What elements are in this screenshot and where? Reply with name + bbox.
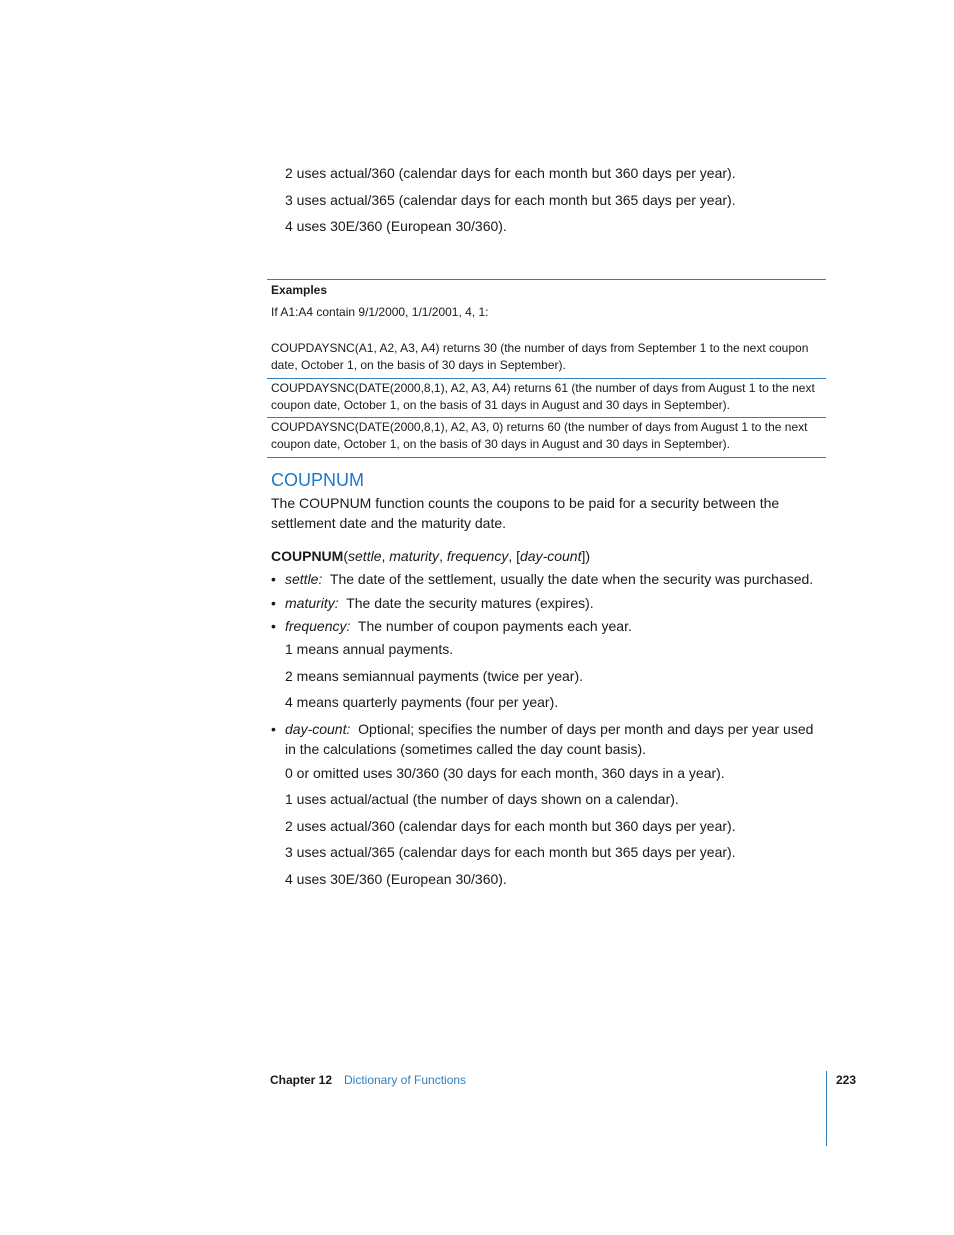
frequency-option: 4 means quarterly payments (four per year). <box>285 694 559 710</box>
syntax-arg: settle <box>348 548 382 564</box>
arg-label: day-count: <box>285 721 351 737</box>
syntax-arg: frequency <box>446 548 509 564</box>
arg-text: The date of the settlement, usually the date when the security was purchased. <box>329 571 814 587</box>
example-divider <box>267 417 826 418</box>
function-name: COUPNUM <box>271 548 344 564</box>
frequency-option: 2 means semiannual payments (twice per year). <box>285 668 584 684</box>
example-line: COUPDAYSNC(DATE(2000,8,1), A2, A3, 0) returns 60 (the number of days from August 1 to the next <box>271 420 808 434</box>
page-number: 223 <box>836 1073 857 1087</box>
syntax-arg: maturity <box>389 548 440 564</box>
list-item: 2 uses actual/360 (calendar days for each month but 360 days per year). <box>285 165 736 181</box>
footer-chapter: Chapter 12 <box>270 1073 333 1087</box>
examples-intro: If A1:A4 contain 9/1/2000, 1/1/2001, 4, 1: <box>271 305 489 319</box>
day-count-option: 3 uses actual/365 (calendar days for each month but 365 days per year). <box>285 844 736 860</box>
day-count-option: 1 uses actual/actual (the number of days shown on a calendar). <box>285 791 679 807</box>
arg-text: The number of coupon payments each year. <box>357 618 632 634</box>
bullet-icon: • <box>271 571 276 587</box>
syntax-punct: ]) <box>581 548 591 564</box>
examples-bottom-rule <box>267 457 826 458</box>
arg-text: in the calculations (sometimes called the day count basis). <box>285 741 647 757</box>
example-row <box>271 419 816 453</box>
day-count-option: 2 uses actual/360 (calendar days for each month but 360 days per year). <box>285 818 736 834</box>
syntax-punct: , [ <box>508 548 520 564</box>
syntax-arg: day-count <box>520 548 582 564</box>
footer-divider <box>826 1071 827 1146</box>
arg-day-count <box>285 719 813 739</box>
syntax-punct: , <box>381 548 390 564</box>
arg-maturity <box>285 593 594 613</box>
arg-label: maturity: <box>285 595 339 611</box>
example-line: coupon date, October 1, on the basis of 31 days in August and 30 days in September). <box>271 398 730 412</box>
example-row <box>271 340 816 374</box>
examples-title: Examples <box>271 283 328 297</box>
list-item: 3 uses actual/365 (calendar days for each month but 365 days per year). <box>285 192 736 208</box>
bullet-icon: • <box>271 595 276 611</box>
arg-frequency <box>285 616 632 636</box>
arg-label: frequency: <box>285 618 351 634</box>
bullet-icon: • <box>271 618 276 634</box>
function-syntax <box>271 546 590 566</box>
frequency-option: 1 means annual payments. <box>285 641 454 657</box>
day-count-option: 0 or omitted uses 30/360 (30 days for each month, 360 days in a year). <box>285 765 725 781</box>
syntax-punct: , <box>439 548 447 564</box>
list-item: 4 uses 30E/360 (European 30/360). <box>285 218 507 234</box>
arg-label: settle: <box>285 571 323 587</box>
section-description: The COUPNUM function counts the coupons to be paid for a security between the <box>271 495 780 511</box>
example-line: COUPDAYSNC(A1, A2, A3, A4) returns 30 (the number of days from September 1 to the next coupon <box>271 341 809 355</box>
day-count-option: 4 uses 30E/360 (European 30/360). <box>285 871 507 887</box>
bullet-icon: • <box>271 721 276 737</box>
section-description: settlement date and the maturity date. <box>271 515 507 531</box>
arg-text: Optional; specifies the number of days per month and days per year used <box>358 721 814 737</box>
example-divider <box>267 378 826 379</box>
example-line: COUPDAYSNC(DATE(2000,8,1), A2, A3, A4) returns 61 (the number of days from August 1 to the next <box>271 381 815 395</box>
examples-top-rule <box>267 279 826 280</box>
section-heading: COUPNUM <box>271 470 364 490</box>
arg-settle <box>285 569 813 589</box>
arg-text: The date the security matures (expires). <box>346 595 594 611</box>
example-row <box>271 380 816 414</box>
syntax-punct: ( <box>343 548 349 564</box>
footer-chapter-title[interactable]: Dictionary of Functions <box>344 1073 467 1087</box>
example-line: date, October 1, on the basis of 30 days in September). <box>271 358 566 372</box>
example-line: coupon date, October 1, on the basis of 30 days in August and 30 days in September). <box>271 437 730 451</box>
